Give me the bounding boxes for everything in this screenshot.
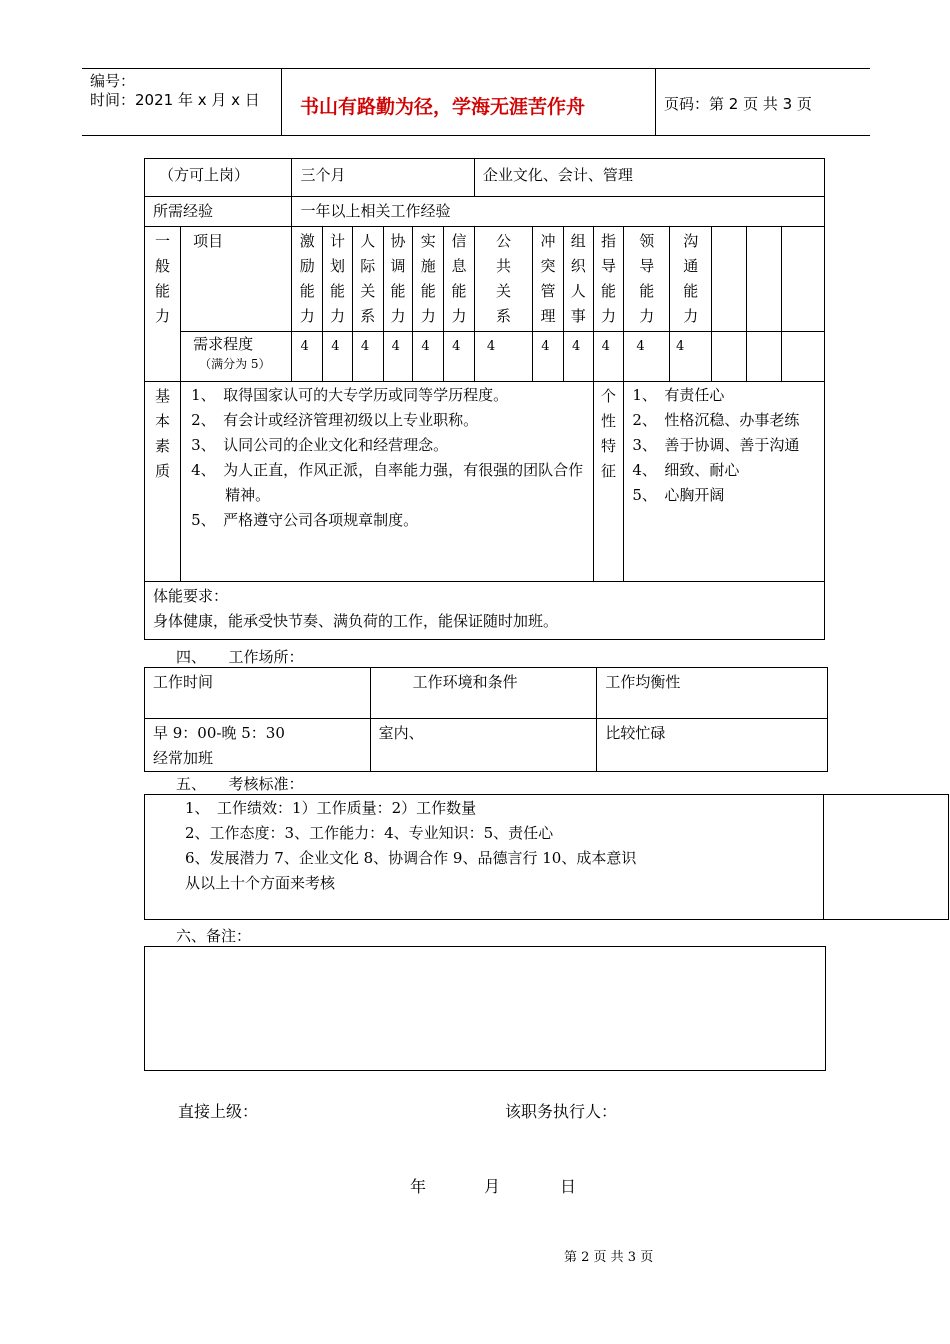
header-work-time: 工作时间 [145,668,371,719]
ability-col-4 [383,227,413,332]
demand-label-cell [181,332,292,382]
ability-group-label [145,227,181,382]
header-bottom-line [82,135,870,136]
ability-name-4: 协 调 能 力 [390,232,406,325]
executor-label: 该职务执行人： [505,1102,618,1121]
basic-quality-list [181,382,594,582]
basic-quality-item: 1、 取得国家认可的大专学历或同等学历程度。 [191,386,509,404]
requirements-table [144,158,825,640]
ability-name-5: 实 施 能 力 [420,232,436,325]
basic-quality-item: 4、 为人正直，作风正派，自率能力强，有很强的团队合作精神。 [191,461,584,504]
ability-name-6: 信 息 能 力 [451,232,467,325]
demand-empty-3 [782,332,825,382]
motto: 书山有路勤为径，学海无涯苦作舟 [300,96,586,118]
demand-label: 需求程度 [193,335,254,353]
personality-text: 个 性 特 征 [601,387,617,480]
ability-name-9: 组 织 人 事 [570,232,586,325]
assessment-line-3: 6、发展潜力 7、企业文化 8、协调合作 9、品德言行 10、成本意识 [185,849,637,867]
footer-page-number: 第 2 页 共 3 页 [564,1250,654,1265]
section5-title: 五、 考核标准： [176,775,304,793]
demand-value-10: 4 [593,332,624,382]
ability-col-12 [670,227,712,332]
date-label: 时间：2021 年 x 月 x 日 [90,91,260,109]
personality-item: 4、 细致、耐心 [632,461,740,479]
supervisor-label: 直接上级： [178,1102,259,1121]
date-day: 日 [560,1177,577,1196]
work-time-line1: 早 9：00-晚 5：30 [153,724,285,742]
assessment-line-1: 1、 工作绩效：1）工作质量：2）工作数量 [185,799,477,817]
personality-item: 5、 心胸开阔 [632,486,725,504]
header-work-environment: 工作环境和条件 [370,668,597,719]
assessment-empty [824,795,949,920]
work-environment-value: 室内、 [370,719,597,772]
section6-title: 六、备注： [176,927,252,945]
work-time-line2: 经常加班 [153,749,214,767]
ability-name-11: 领 导 能 力 [639,232,655,325]
demand-value-3: 4 [352,332,383,382]
demand-value-6: 4 [444,332,475,382]
header-work-balance: 工作均衡性 [597,668,828,719]
ability-col-6 [444,227,475,332]
ability-col-8 [533,227,564,332]
assessment-line-4: 从以上十个方面来考核 [185,874,336,892]
header-divider-left [281,68,282,136]
demand-empty-2 [747,332,782,382]
demand-value-11: 4 [624,332,670,382]
personality-label [593,382,624,582]
experience-value: 一年以上相关工作经验 [292,197,825,227]
serial-label: 编号： [90,72,136,90]
physical-label: 体能要求： [153,587,229,605]
personality-item: 1、 有责任心 [632,386,725,404]
training-content: 企业文化、会计、管理 [474,159,824,197]
ability-group-text: 一 般 能 力 [155,232,171,325]
header-divider-right [655,68,656,136]
assessment-line-2: 2、工作态度：3、工作能力：4、专业知识：5、责任心 [185,824,554,842]
ability-name-7: 公 共 关 系 [496,232,512,325]
physical-text: 身体健康，能承受快节奏、满负荷的工作，能保证随时加班。 [153,612,559,630]
ability-name-10: 指 导 能 力 [601,232,617,325]
demand-value-12: 4 [670,332,712,382]
ability-col-10 [593,227,624,332]
workplace-table [144,667,828,772]
ability-col-1 [292,227,323,332]
basic-quality-label [145,382,181,582]
assessment-table [144,794,949,920]
demand-value-9: 4 [563,332,593,382]
ability-name-3: 人 际 关 系 [360,232,376,325]
ability-col-7 [474,227,532,332]
personality-list [624,382,825,582]
probation-value: 三个月 [292,159,474,197]
demand-empty-1 [712,332,747,382]
remarks-box [144,946,826,1071]
header-top-line [82,68,870,69]
demand-value-7: 4 [474,332,532,382]
basic-quality-text: 基 本 素 质 [155,387,171,480]
ability-name-1: 激 励 能 力 [299,232,315,325]
basic-quality-item: 5、 严格遵守公司各项规章制度。 [191,511,419,529]
ability-col-2 [323,227,353,332]
demand-value-5: 4 [413,332,444,382]
ability-col-empty-2 [747,227,782,332]
probation-label: （方可上岗） [145,159,292,197]
ability-col-11 [624,227,670,332]
ability-col-3 [352,227,383,332]
demand-value-1: 4 [292,332,323,382]
ability-col-5 [413,227,444,332]
physical-requirements [145,582,825,640]
basic-quality-item: 3、 认同公司的企业文化和经营理念。 [191,436,449,454]
ability-name-12: 沟 通 能 力 [683,232,699,325]
ability-name-8: 冲 突 管 理 [540,232,556,325]
ability-col-empty-3 [782,227,825,332]
personality-item: 2、 性格沉稳、办事老练 [632,411,800,429]
date-month: 月 [484,1177,501,1196]
demand-value-2: 4 [323,332,353,382]
item-label: 项目 [181,227,292,332]
page-label: 页码：第 2 页 共 3 页 [664,95,812,113]
basic-quality-item: 2、 有会计或经济管理初级以上专业职称。 [191,411,479,429]
demand-value-4: 4 [383,332,413,382]
demand-note: （满分为 5） [199,357,271,371]
date-year: 年 [410,1177,427,1196]
assessment-content [145,795,824,920]
personality-item: 3、 善于协调、善于沟通 [632,436,800,454]
work-time-cell [145,719,371,772]
experience-label: 所需经验 [145,197,292,227]
work-balance-value: 比较忙碌 [597,719,828,772]
demand-value-8: 4 [533,332,564,382]
section4-title: 四、 工作场所： [176,648,304,666]
ability-col-empty-1 [712,227,747,332]
ability-col-9 [563,227,593,332]
ability-name-2: 计 划 能 力 [330,232,346,325]
